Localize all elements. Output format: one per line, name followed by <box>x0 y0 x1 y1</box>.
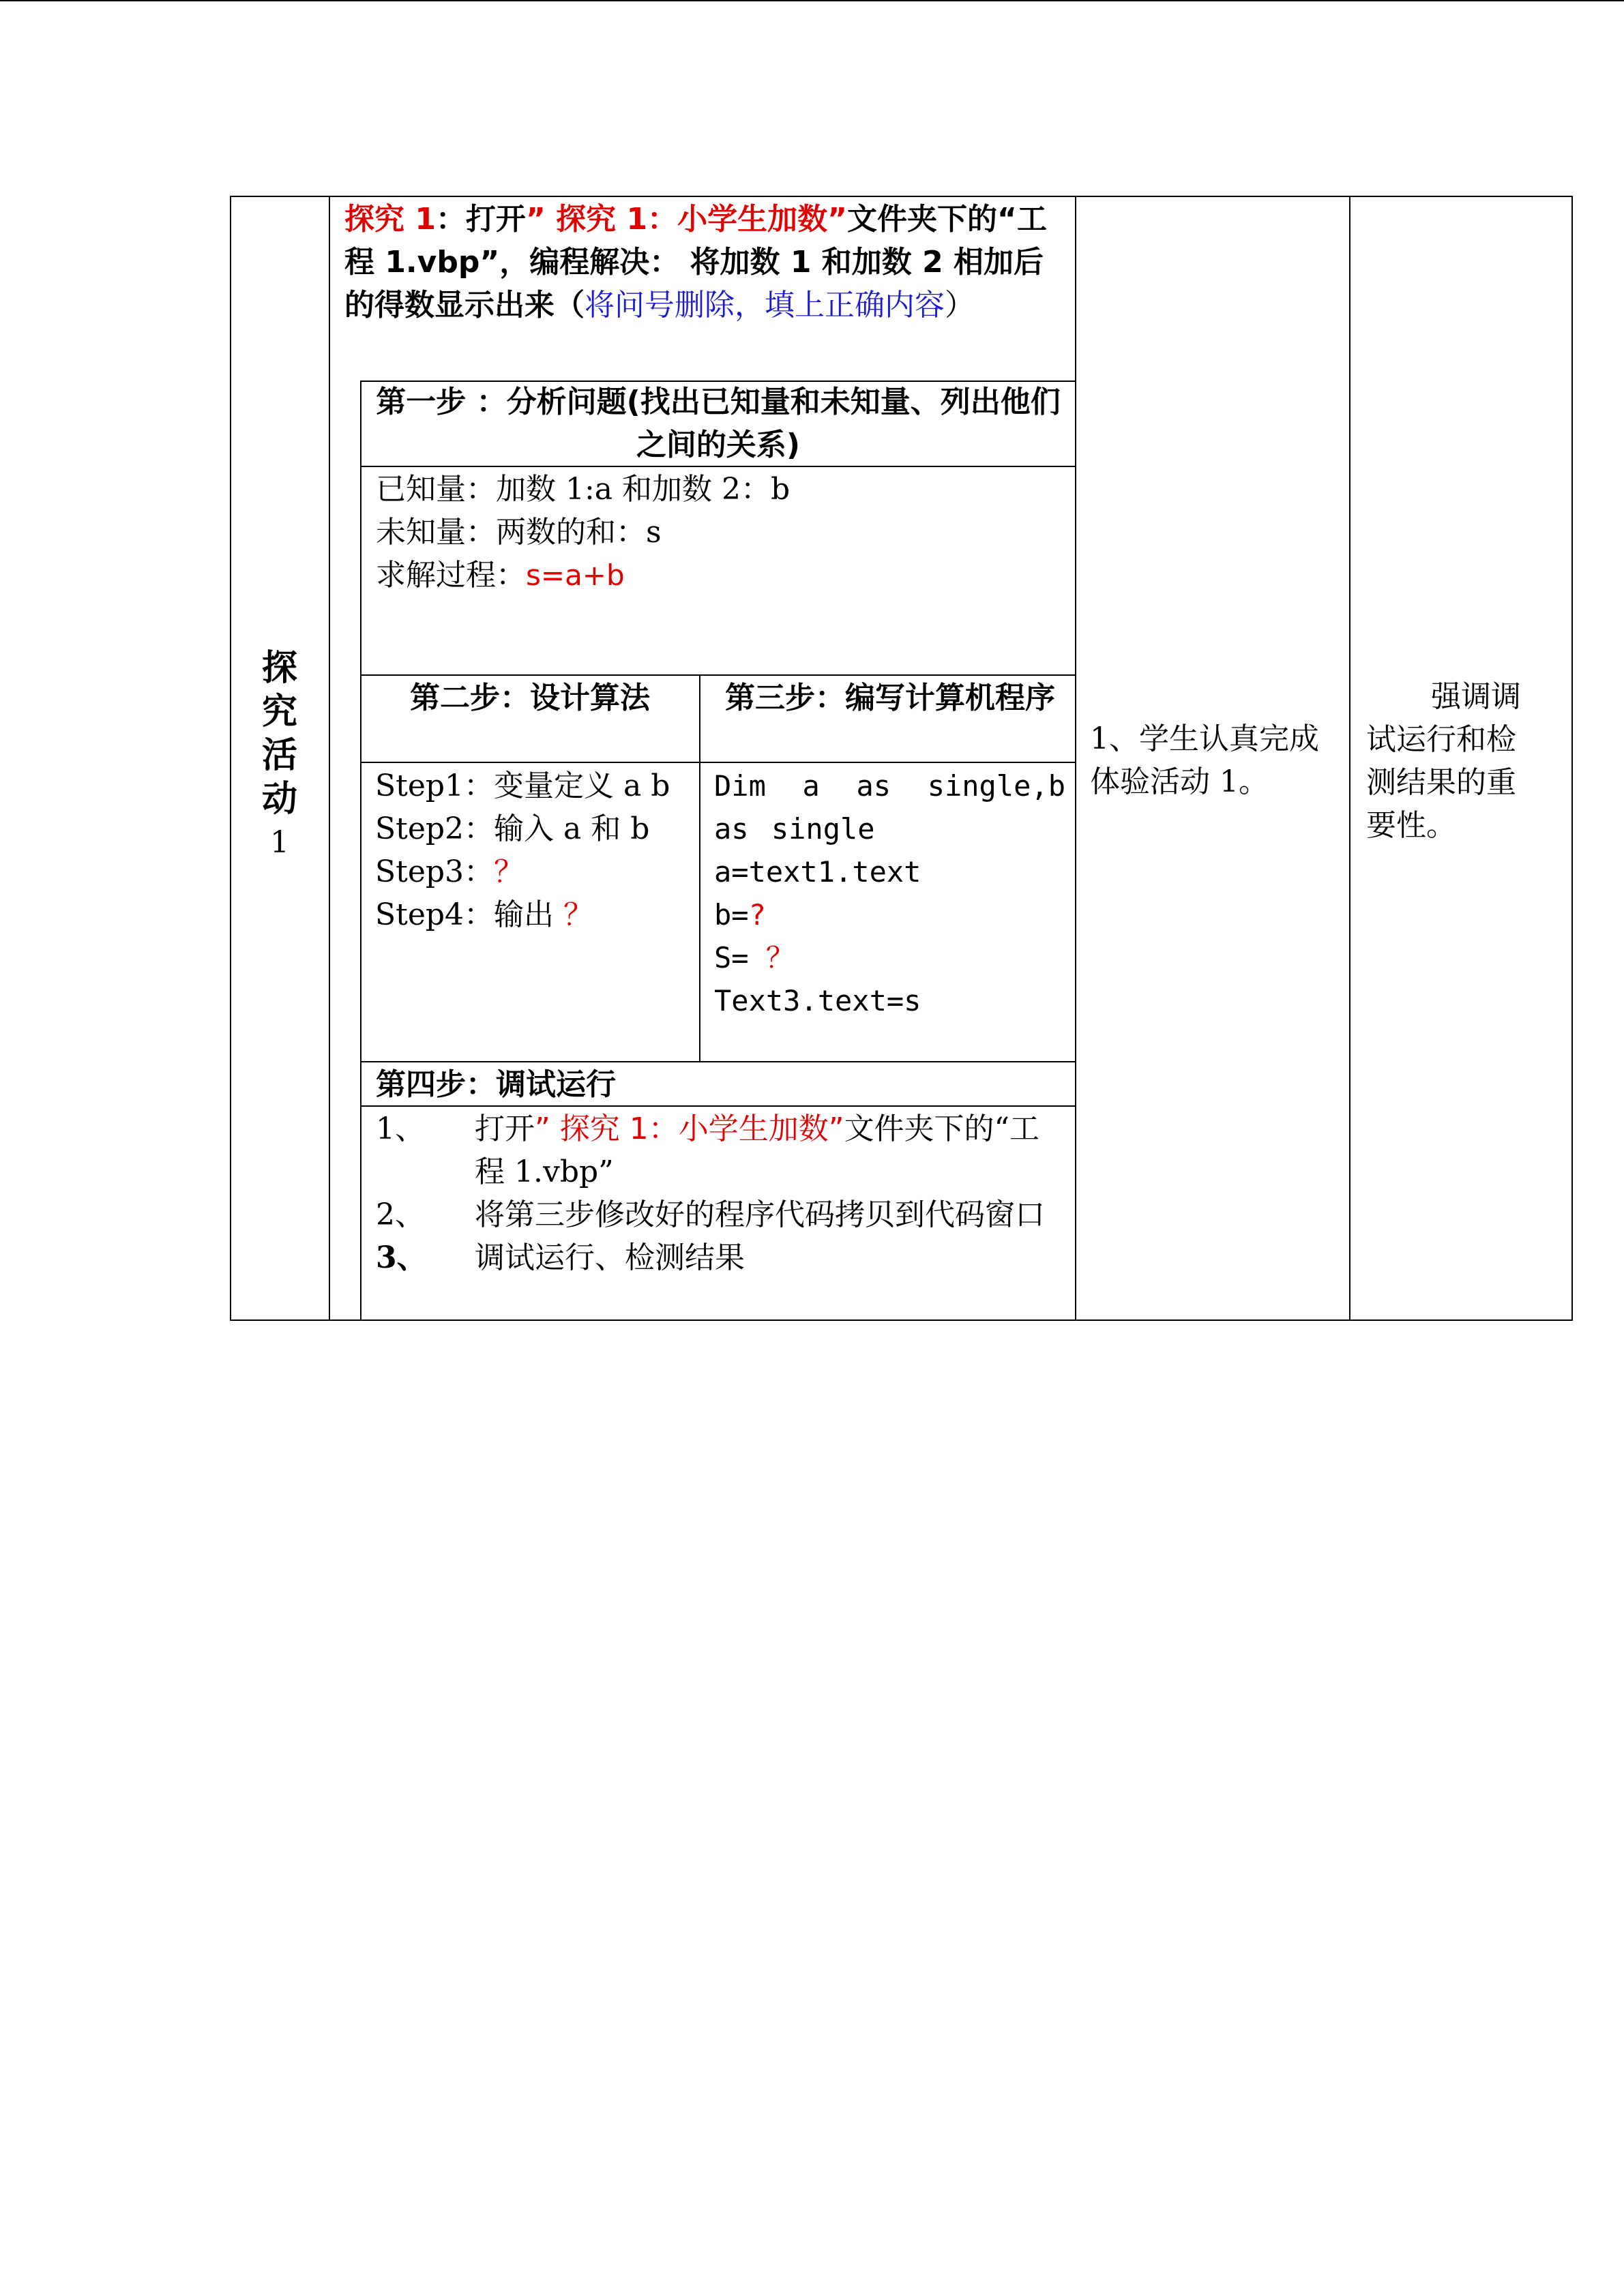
algorithm-step: Step3：？ <box>375 854 525 889</box>
code-line: S= ？ <box>714 941 795 974</box>
step2-algorithm <box>375 764 696 936</box>
row-divider <box>360 762 1076 763</box>
row-divider <box>360 674 1076 676</box>
algorithm-step: Step2：输入 a 和 b <box>375 811 650 846</box>
task-text: 文件夹下的“工程 1.vbp”，编程解决： 将加数 1 和加数 2 相加后的得数显示出来（ <box>344 202 1047 323</box>
activity-label-char: 究 <box>261 691 297 732</box>
activity-label <box>232 646 327 865</box>
step1-title: 第一步 ：分析问题(找出已知量和未知量、列出他们之间的关系) <box>376 385 1061 462</box>
task-id: 探究 1 <box>344 202 436 237</box>
step-column-divider <box>699 674 700 1062</box>
row-divider <box>360 1061 1076 1062</box>
code-line: a=text1.text <box>714 855 921 889</box>
list-item: 1、 打开” 探究 1：小学生加数”文件夹下的“工程 1.vbp” <box>376 1107 1061 1193</box>
solve-process <box>376 554 1065 597</box>
code-line: Dim a as single,b as single <box>714 769 1065 846</box>
solve-process-formula: s=a+b <box>526 558 625 592</box>
list-number: 1、 <box>376 1112 425 1146</box>
task-description <box>344 198 1067 327</box>
activity-label-char: 动 <box>261 779 297 820</box>
step1-content <box>376 468 1065 597</box>
known-quantity: 已知量：加数 1:a 和加数 2：b <box>376 472 791 507</box>
step4-list <box>376 1107 1061 1279</box>
design-intent: 强调调试运行和检测结果的重要性。 <box>1366 679 1521 843</box>
list-item: 3、 调试运行、检测结果 <box>376 1236 1061 1279</box>
column-divider-3 <box>1349 196 1350 1321</box>
activity-label-number: 1 <box>270 825 289 860</box>
algorithm-step: Step4：输出 ？ <box>375 897 594 932</box>
list-number: 3、 <box>376 1240 427 1275</box>
step4-title: 第四步：调试运行 <box>376 1067 616 1102</box>
solve-process-label: 求解过程： <box>376 558 526 593</box>
task-text: ：打开 <box>435 202 526 237</box>
student-activity: 1、学生认真完成体验活动 1。 <box>1090 721 1319 799</box>
step2-title: 第二步：设计算法 <box>410 681 650 715</box>
task-text: ） <box>945 288 975 323</box>
page-top-border <box>0 0 1624 1</box>
list-number: 2、 <box>376 1197 425 1232</box>
code-line: Text3.text=s <box>714 984 921 1017</box>
step3-title: 第三步：编写计算机程序 <box>725 681 1055 715</box>
step3-code <box>714 764 1065 1022</box>
activity-label-char: 探 <box>261 648 297 689</box>
activity-label-char: 活 <box>261 735 297 776</box>
unknown-quantity: 未知量：两数的和：s <box>376 515 662 550</box>
column-divider-1 <box>329 196 330 1321</box>
list-item: 2、 将第三步修改好的程序代码拷贝到代码窗口 <box>376 1193 1061 1236</box>
task-folder-name: ” 探究 1：小学生加数” <box>525 202 848 237</box>
code-line: b=? <box>714 898 766 931</box>
algorithm-step: Step1：变量定义 a b <box>375 769 670 803</box>
task-hint: 将问号删除，填上正确内容 <box>585 288 945 323</box>
